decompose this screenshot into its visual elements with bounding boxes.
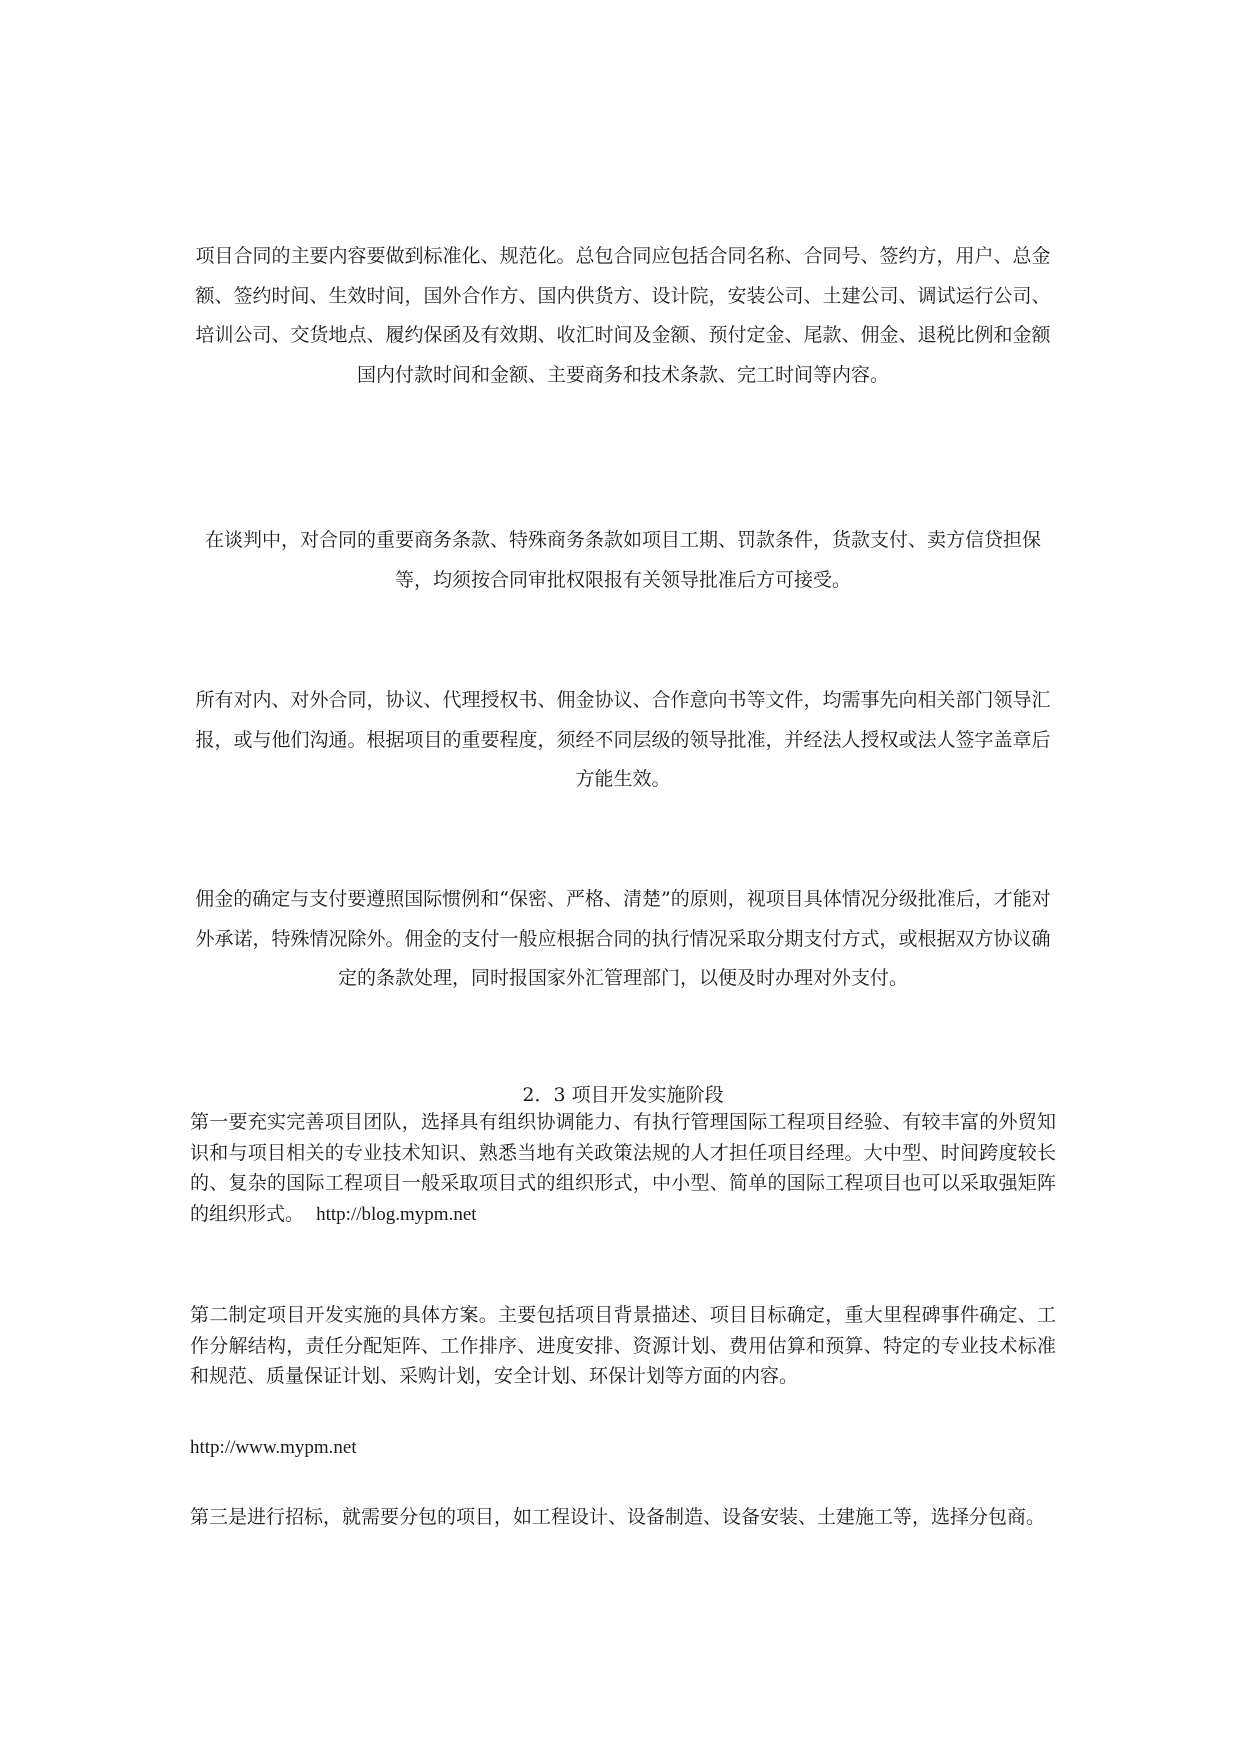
paragraph-bidding: 第三是进行招标，就需要分包的项目，如工程设计、设备制造、设备安装、土建施工等，选择分包商。 bbox=[190, 1506, 1046, 1528]
paragraph-contract-content: 项目合同的主要内容要做到标准化、规范化。总包合同应包括合同名称、合同号、签约方，用户、总金额、签约时间、生效时间，国外合作方、国内供货方、设计院，安装公司、土建公司、调试运行公司、培训公司、交货地点、履约保函及有效期、收汇时间及金额、预付定金、尾款、佣金、退税比例和金额国内付款时间和金额、主要商务和技术条款、完工时间等内容。 bbox=[195, 245, 1051, 386]
blog-url-link[interactable]: http://blog.mypm.net bbox=[316, 1203, 477, 1225]
www-url-link[interactable]: http://www.mypm.net bbox=[190, 1437, 357, 1458]
paragraph-negotiation: 在谈判中，对合同的重要商务条款、特殊商务条款如项目工期、罚款条件，货款支付、卖方信贷担保等，均须按合同审批权限报有关领导批准后方可接受。 bbox=[204, 529, 1041, 591]
paragraph-agreements: 所有对内、对外合同，协议、代理授权书、佣金协议、合作意向书等文件，均需事先向相关部门领导汇报，或与他们沟通。根据项目的重要程度，须经不同层级的领导批准，并经法人授权或法人签字盖章后方能生效。 bbox=[195, 689, 1051, 791]
paragraph-team-text: 第一要充实完善项目团队，选择具有组织协调能力、有执行管理国际工程项目经验、有较丰富的外贸知识和与项目相关的专业技术知识、熟悉当地有关政策法规的人才担任项目经理。大中型、时间跨度较长的、复杂的国际工程项目一般采取项目式的组织形式，中小型、简单的国际工程项目也可以采取强矩阵的组织形式。 bbox=[190, 1111, 1056, 1225]
paragraph-commission: 佣金的确定与支付要遵照国际惯例和“保密、严格、清楚”的原则，视项目具体情况分级批准后，才能对外承诺，特殊情况除外。佣金的支付一般应根据合同的执行情况采取分期支付方式，或根据双方协议确定的条款处理，同时报国家外汇管理部门，以便及时办理对外支付。 bbox=[195, 888, 1051, 990]
paragraph-plan: 第二制定项目开发实施的具体方案。主要包括项目背景描述、项目目标确定，重大里程碑事件确定、工作分解结构，责任分配矩阵、工作排序、进度安排、资源计划、费用估算和预算、特定的专业技术标准和规范、质量保证计划、采购计划，安全计划、环保计划等方面的内容。 bbox=[190, 1304, 1056, 1388]
paragraph-team bbox=[190, 1107, 1056, 1230]
section-heading: 2．3 项目开发实施阶段 bbox=[522, 1084, 724, 1106]
